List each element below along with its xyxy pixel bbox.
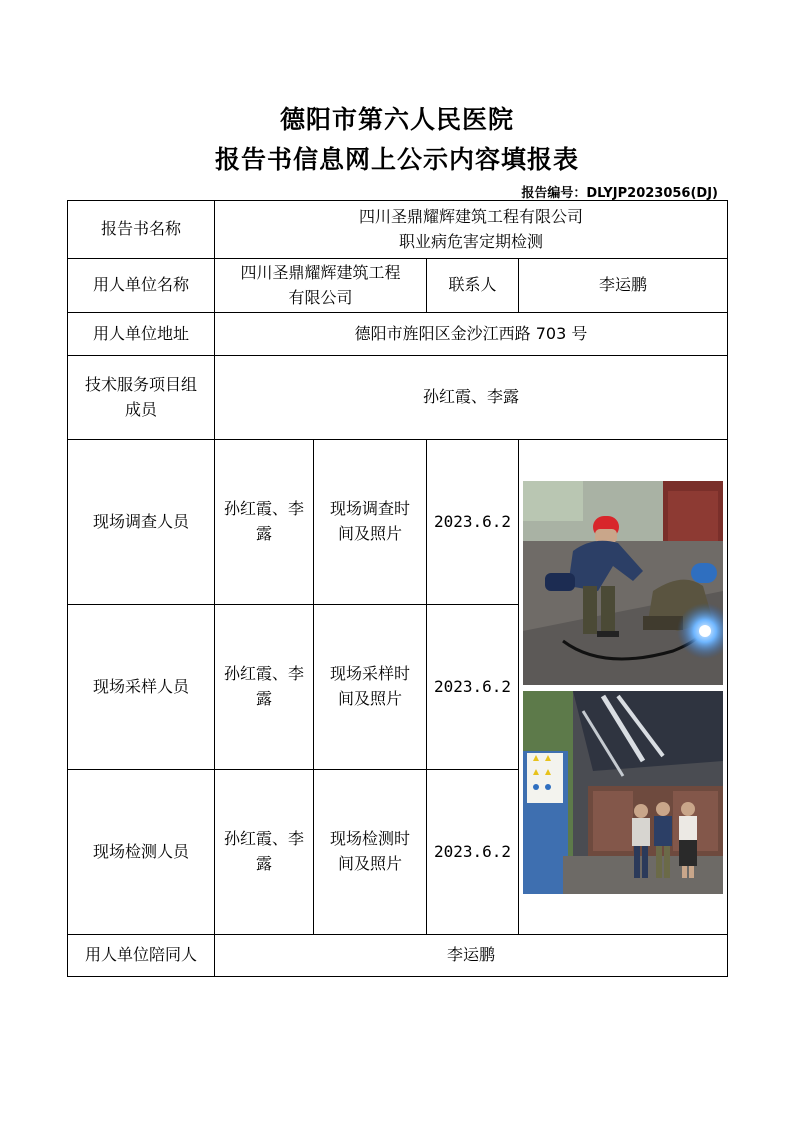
testing-time-label bbox=[314, 770, 427, 935]
sampling-label: 现场采样人员 bbox=[68, 605, 215, 770]
contact-value: 李运鹏 bbox=[519, 259, 728, 313]
survey-row bbox=[68, 440, 728, 605]
address-row bbox=[68, 313, 728, 356]
team-value: 孙红霞、李露 bbox=[215, 356, 728, 440]
document-title: 德阳市第六人民医院 bbox=[279, 105, 514, 134]
survey-names bbox=[215, 440, 314, 605]
sampling-time-label bbox=[314, 605, 427, 770]
survey-time-line2: 间及照片 bbox=[337, 524, 402, 543]
document-subtitle: 报告书信息网上公示内容填报表 bbox=[214, 145, 579, 174]
team-row bbox=[68, 356, 728, 440]
testing-names bbox=[215, 770, 314, 935]
employer-label: 用人单位名称 bbox=[68, 259, 215, 313]
employer-line2: 有限公司 bbox=[288, 287, 353, 307]
report-number: 报告编号：DLYJP2023056(DJ) bbox=[521, 186, 718, 201]
employer-row bbox=[68, 259, 728, 313]
welding-photo bbox=[523, 481, 723, 685]
team-label-line2: 成员 bbox=[124, 399, 157, 419]
survey-label: 现场调查人员 bbox=[68, 440, 215, 605]
sampling-names bbox=[215, 605, 314, 770]
sampling-time-line1: 现场采样时 bbox=[329, 664, 410, 684]
photo-cell bbox=[519, 440, 728, 935]
testing-time-line2: 间及照片 bbox=[337, 854, 402, 873]
sampling-names-line1: 孙红霞、李 bbox=[223, 664, 304, 684]
report-name-row bbox=[68, 201, 728, 259]
group-photo bbox=[523, 691, 723, 894]
survey-date: 2023.6.2 bbox=[427, 440, 519, 605]
escort-label: 用人单位陪同人 bbox=[68, 935, 215, 977]
report-name-line1: 四川圣鼎耀辉建筑工程有限公司 bbox=[359, 206, 584, 226]
disclosure-form-table bbox=[67, 200, 728, 977]
address-label: 用人单位地址 bbox=[68, 313, 215, 356]
survey-time-label bbox=[314, 440, 427, 605]
report-name-line2: 职业病危害定期检测 bbox=[399, 231, 544, 251]
testing-names-line2: 露 bbox=[255, 854, 272, 873]
address-value: 德阳市旌阳区金沙江西路 703 号 bbox=[215, 313, 728, 356]
testing-label: 现场检测人员 bbox=[68, 770, 215, 935]
testing-time-line1: 现场检测时 bbox=[329, 829, 410, 849]
report-name-value bbox=[215, 201, 728, 259]
survey-names-line2: 露 bbox=[255, 524, 272, 543]
testing-date: 2023.6.2 bbox=[427, 770, 519, 935]
escort-value: 李运鹏 bbox=[215, 935, 728, 977]
contact-label: 联系人 bbox=[427, 259, 519, 313]
survey-names-line1: 孙红霞、李 bbox=[223, 499, 304, 519]
survey-time-line1: 现场调查时 bbox=[329, 499, 410, 519]
testing-names-line1: 孙红霞、李 bbox=[223, 829, 304, 849]
team-label-line1: 技术服务项目组 bbox=[84, 374, 197, 394]
report-name-label: 报告书名称 bbox=[68, 201, 215, 259]
escort-row bbox=[68, 935, 728, 977]
sampling-time-line2: 间及照片 bbox=[337, 689, 402, 708]
sampling-names-line2: 露 bbox=[255, 689, 272, 708]
sampling-date: 2023.6.2 bbox=[427, 605, 519, 770]
team-label bbox=[68, 356, 215, 440]
employer-value bbox=[215, 259, 427, 313]
employer-line1: 四川圣鼎耀辉建筑工程 bbox=[240, 262, 401, 282]
